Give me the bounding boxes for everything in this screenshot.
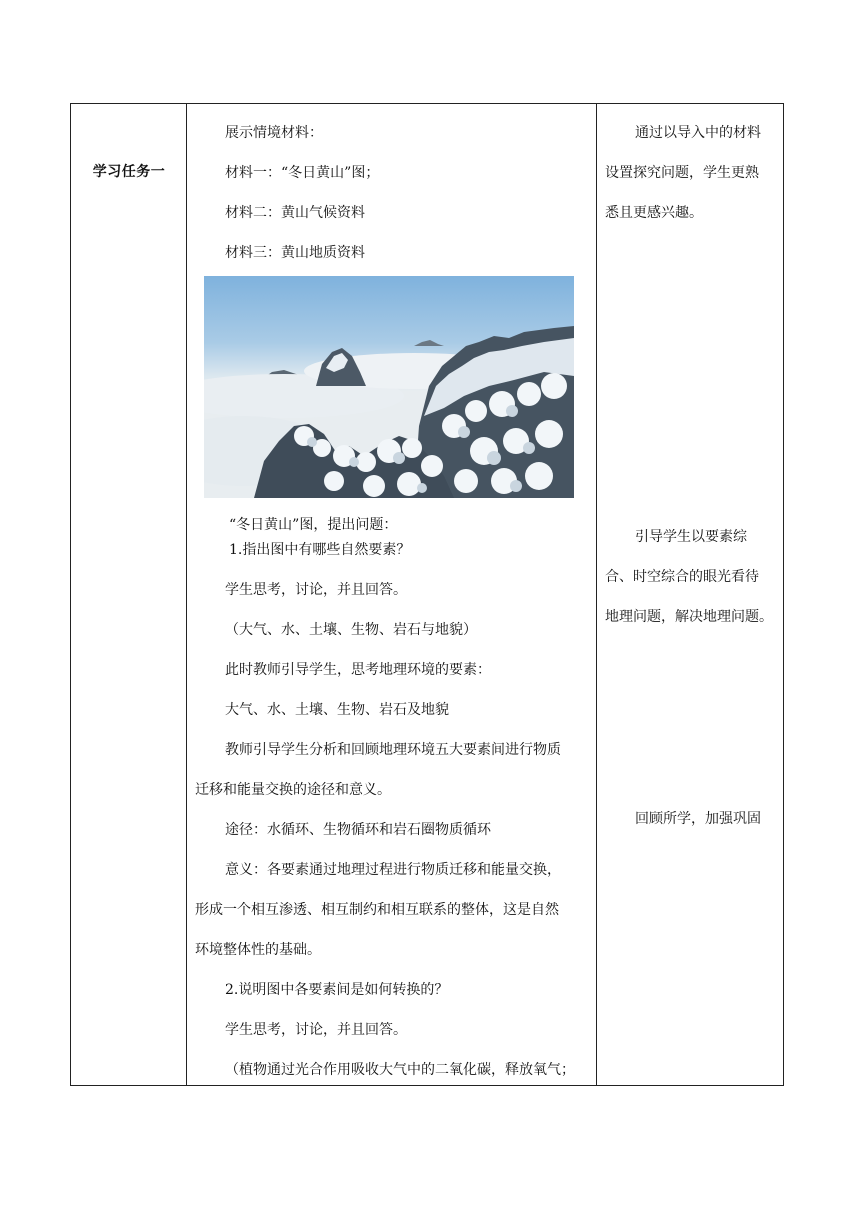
content-line: 形成一个相互渗透、相互制约和相互联系的整体，这是自然 [195,902,559,918]
content-line: 意义：各要素通过地理过程进行物质迁移和能量交换， [225,862,561,878]
note-line: 悉且更感兴趣。 [605,205,703,221]
task-label: 学习任务一 [92,164,166,180]
content-line: 材料二：黄山气候资料 [225,205,365,221]
content-line: 学生思考，讨论，并且回答。 [225,582,407,598]
content-line: （植物通过光合作用吸收大气中的二氧化碳，释放氧气； [225,1062,575,1078]
content-line: 材料一：“冬日黄山”图； [225,165,380,181]
content-line: 材料三：黄山地质资料 [225,245,365,261]
content-line: 2.说明图中各要素间是如何转换的？ [225,982,449,998]
content-line: 展示情境材料： [225,125,323,141]
note-line: 回顾所学，加强巩固 [635,811,761,827]
note-line: 合、时空综合的眼光看待 [605,569,759,585]
note-line: 引导学生以要素综 [635,529,747,545]
content-line: （大气、水、土壤、生物、岩石与地貌） [225,622,477,638]
notes-column [597,104,783,1085]
note-line: 通过以导入中的材料 [635,125,761,141]
content-line: 大气、水、土壤、生物、岩石及地貌 [225,702,449,718]
content-line: 途径：水循环、生物循环和岩石圈物质循环 [225,822,491,838]
content-line: 此时教师引导学生，思考地理环境的要素： [225,662,491,678]
lesson-table [70,103,784,1086]
content-line: 环境整体性的基础。 [195,942,321,958]
mountain-illustration [204,276,574,498]
winter-huangshan-photo [204,276,574,498]
content-column [187,104,597,1085]
content-line: 1.指出图中有哪些自然要素？ [229,542,411,558]
note-line: 设置探究问题，学生更熟 [605,165,759,181]
task-column [71,104,187,1085]
content-line: 迁移和能量交换的途径和意义。 [195,782,391,798]
content-line: 教师引导学生分析和回顾地理环境五大要素间进行物质 [225,742,561,758]
content-line: “冬日黄山”图，提出问题： [229,517,398,533]
note-line: 地理问题，解决地理问题。 [605,609,773,625]
content-line: 学生思考，讨论，并且回答。 [225,1022,407,1038]
